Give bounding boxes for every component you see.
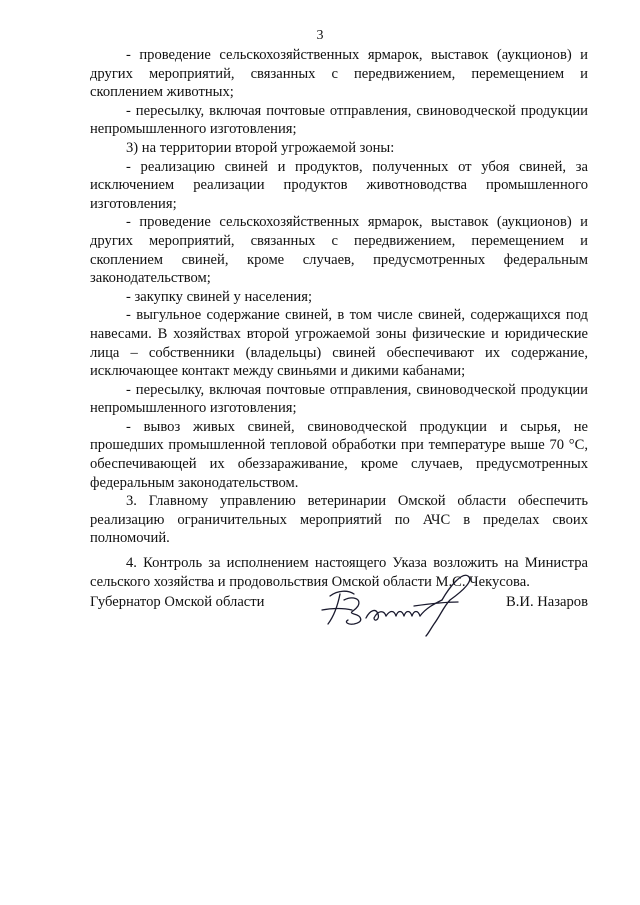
paragraph-export: - вывоз живых свиней, свиноводческой продукции и сырья, не прошедших промышленной тепловой обработки при температуре выше 70 °С, обеспечивающей их обеззараживание, кроме случаев, предусмотренных федеральным законодательством.: [90, 418, 588, 491]
page-number: 3: [316, 28, 324, 43]
paragraph-fairs-zone2: - проведение сельскохозяйственных ярмарок, выставок (аукционов) и других мероприятий, связанных с передвижением, перемещением и скоплением свиней, кроме случаев, предусмотренных федеральным законодательством;: [90, 214, 588, 287]
paragraph-purchase-pigs: - закупку свиней у населения;: [126, 288, 313, 305]
paragraph-fairs-zone1: - проведение сельскохозяйственных ярмарок, выставок (аукционов) и других мероприятий, связанных с передвижением, перемещением и скоплением животных;: [90, 47, 588, 101]
paragraph-zone2-heading: 3) на территории второй угрожаемой зоны:: [126, 139, 395, 156]
signatory-title: Губернатор Омской области: [90, 594, 265, 610]
paragraph-control: 4. Контроль за исполнением настоящего Указа возложить на Министра сельского хозяйства и продовольствия Омской области М.С. Чекусова.: [90, 555, 588, 590]
paragraph-free-range: - выгульное содержание свиней, в том числе свиней, содержащихся под навесами. В хозяйствах второй угрожаемой зоны физические и юридические лица – собственники (владельцы) свиней обеспечивают их содержание, исключающее контакт между свиньями и дикими кабанами;: [90, 307, 588, 380]
signatory-name: В.И. Назаров: [506, 594, 588, 610]
signature-block: [90, 560, 588, 640]
handwritten-signature: [318, 560, 484, 640]
paragraph-mail-zone1: - пересылку, включая почтовые отправления, свиноводческой продукции непромышленного изготовления;: [90, 102, 588, 138]
paragraph-sale-pigs: - реализацию свиней и продуктов, полученных от убоя свиней, за исключением реализации продуктов животноводства промышленного изготовления;: [90, 158, 588, 212]
paragraph-mail-zone2: - пересылку, включая почтовые отправления, свиноводческой продукции непромышленного изготовления;: [90, 381, 588, 417]
paragraph-veterinary-directive: 3. Главному управлению ветеринарии Омской области обеспечить реализацию ограничительных мероприятий по АЧС в пределах своих полномочий.: [90, 493, 588, 547]
document-body: [90, 46, 588, 591]
